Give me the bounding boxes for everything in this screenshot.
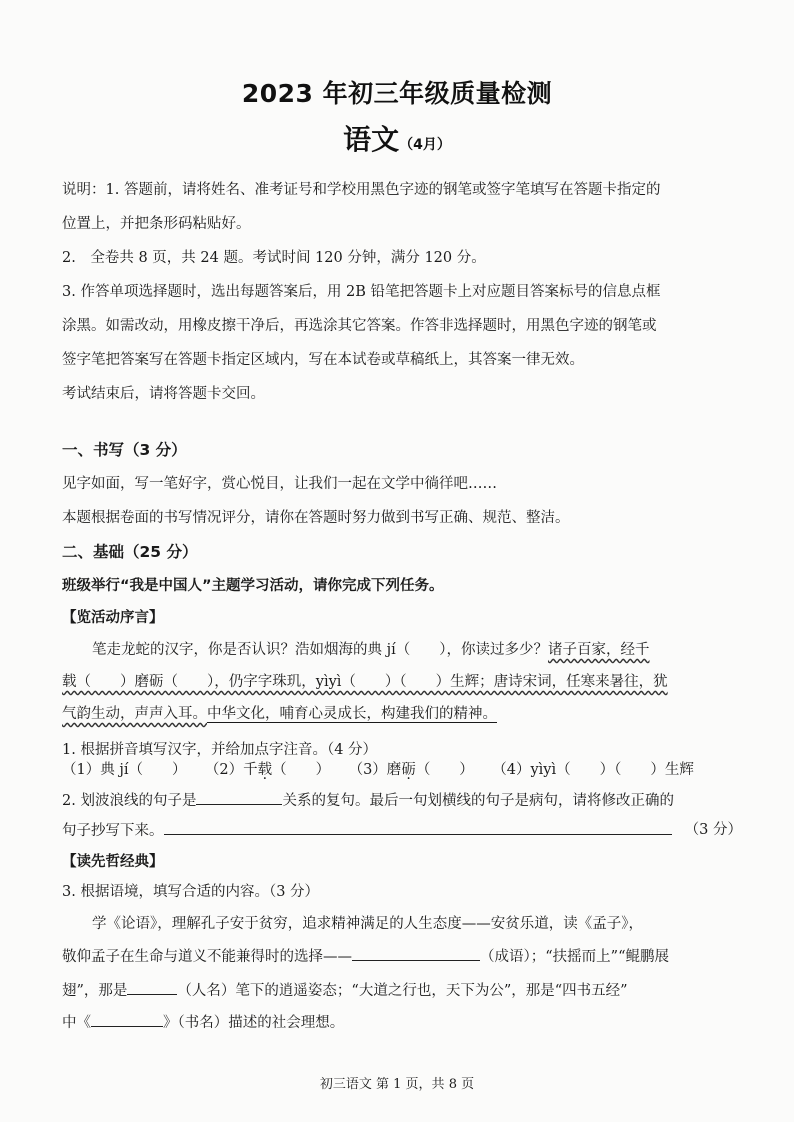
answer-blank-corrected-sentence[interactable] [164,820,672,835]
dotted-char-zai: 载 [257,762,273,778]
notes-line-1: 说明：1. 答题前，请将姓名、准考证号和学校用黑色字迹的钢笔或签字笔填写在答题卡指定的 [62,182,661,198]
notes-line-7: 考试结束后，请将答题卡交回。 [62,386,265,402]
page-footer: 初三语文 第 1 页，共 8 页 [319,1077,475,1092]
preface-text-a: 笔走龙蛇的汉字，你是否认识？浩如烟海的典 jí（ ），你读过多少？ [92,642,548,658]
q1-item-1: （1）典 jí（ ） [62,762,187,778]
exam-month: （4月） [399,137,451,153]
notes-line-2: 位置上，并把条形码粘贴好。 [62,216,251,232]
section-1-heading: 一、书写（3 分） [62,441,187,459]
answer-blank-idiom[interactable] [352,946,480,961]
question-1-stem: 1. 根据拼音填写汉字，并给加点字注音。（4 分） [62,742,378,758]
dotted-char-li: 砺 [401,762,416,778]
section-1-text-2: 本题根据卷面的书写情况评分，请你在答题时努力做到书写正确、规范、整洁。 [62,510,570,526]
wavy-sentence-middle: 载（ ）磨砺（ ），仍字字珠玑，yìyì（ ）（ ）生辉；唐诗宋词，任寒来暑往，犹 [62,674,668,690]
notes-line-6: 签字笔把答案写在答题卡指定区域内，写在本试卷或草稿纸上，其答案一律无效。 [62,352,584,368]
question-3-line-1: 学《论语》，理解孔子安于贫穷，追求精神满足的人生态度——安贫乐道，读《孟子》， [92,916,643,932]
question-3-line-3: 翅”，那是 （人名）笔下的逍遥姿态；“大道之行也，天下为公”，那是“四书五经” [62,980,742,1001]
preface-line-3 [62,704,742,724]
question-1-items [62,760,742,780]
preface-title: 【览活动序言】 [62,610,164,626]
wavy-sentence-end: 气韵生动，声声入耳。 [62,706,207,722]
question-3-line-2: 敬仰孟子在生命与道义不能兼得时的选择—— （成语）；“扶摇而上”“鲲鹏展 [62,946,742,967]
underlined-sentence: 中华文化，哺育心灵成长，构建我们的精神。 [207,706,497,722]
preface-line-1 [92,640,742,660]
question-3-line-4: 中《 》（书名）描述的社会理想。 [62,1012,742,1033]
question-2-line-2: 句子抄写下来。 （3 分） [62,822,742,839]
question-2-score: （3 分） [684,822,742,838]
notes-line-4: 3. 作答单项选择题时，选出每题答案后，用 2B 铅笔把答题卡上对应题目答案标号的信息点框 [62,284,661,300]
subject-name: 语文 [343,123,400,156]
notes-line-3: 2. 全卷共 8 页，共 24 题。考试时间 120 分钟，满分 120 分。 [62,250,486,266]
classics-title: 【读先哲经典】 [62,854,164,870]
preface-line-2 [62,672,742,692]
q1-item-3: （3）磨砺（ ） [348,762,474,778]
answer-blank-person[interactable] [127,980,177,995]
notes-line-5: 涂黑。如需改动，用橡皮擦干净后，再选涂其它答案。作答非选择题时，用黑色字迹的钢笔或 [62,318,657,334]
wavy-sentence-start: 诸子百家，经千 [548,642,650,658]
q1-item-4: （4）yìyì（ ）（ ）生辉 [492,762,694,778]
section-1-text-1: 见字如面，写一笔好字，赏心悦目，让我们一起在文学中徜徉吧…… [62,476,497,492]
answer-blank-book[interactable] [91,1012,163,1027]
exam-title: 2023 年初三年级质量检测 [241,79,553,108]
subject-title [0,118,794,158]
answer-blank-relation[interactable] [196,790,282,805]
question-3-stem: 3. 根据语境，填写合适的内容。（3 分） [62,884,320,900]
question-2-line-1: 2. 划波浪线的句子是 关系的复句。最后一句划横线的句子是病句，请将修改正确的 [62,790,742,811]
q1-item-2: （2）千载（ ） [204,762,331,778]
section-2-task: 班级举行“我是中国人”主题学习活动，请你完成下列任务。 [62,578,444,594]
section-2-heading: 二、基础（25 分） [62,543,198,561]
